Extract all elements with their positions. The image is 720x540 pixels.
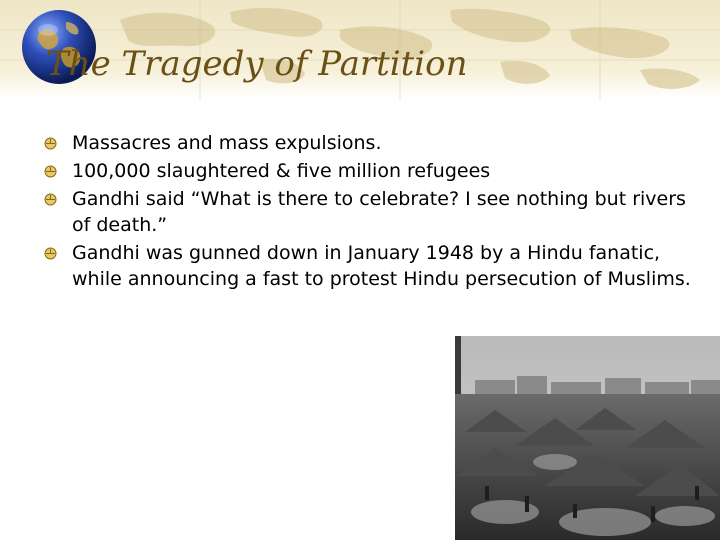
bullet-icon bbox=[44, 193, 57, 206]
bullet-item bbox=[44, 240, 704, 292]
bullet-icon bbox=[44, 137, 57, 150]
slide-title: The Tragedy of Partition bbox=[46, 44, 468, 84]
bullet-item bbox=[44, 130, 704, 156]
bullet-list bbox=[44, 130, 704, 294]
bullet-text: Gandhi said “What is there to celebrate? I see nothing but rivers of death.” bbox=[72, 188, 686, 236]
bullet-text: 100,000 slaughtered & five million refugees bbox=[72, 160, 491, 182]
bullet-icon bbox=[44, 247, 57, 260]
bullet-item bbox=[44, 158, 704, 184]
bullet-icon bbox=[44, 165, 57, 178]
bullet-item bbox=[44, 186, 704, 238]
bullet-text: Gandhi was gunned down in January 1948 by a Hindu fanatic, while announcing a fast to protest Hindu persecution of Muslims. bbox=[72, 242, 691, 290]
bullet-text: Massacres and mass expulsions. bbox=[72, 132, 382, 154]
refugee-camp-photo bbox=[455, 336, 720, 540]
